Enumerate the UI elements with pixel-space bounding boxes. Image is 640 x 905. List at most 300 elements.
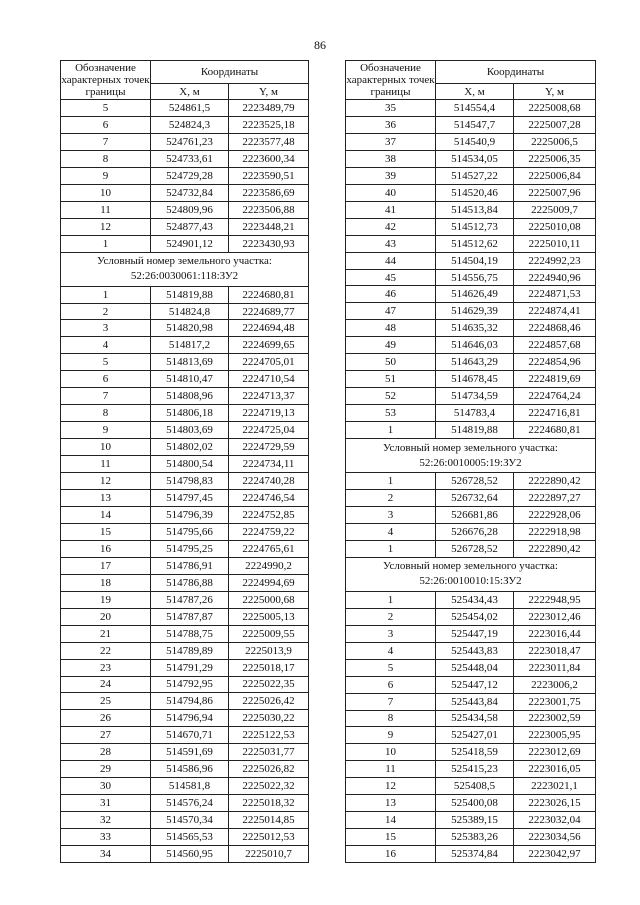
table-row: [346, 693, 596, 710]
point-number-cell: 49: [346, 337, 436, 354]
table-row: [61, 201, 309, 218]
x-coordinate-cell: 514576,24: [151, 795, 229, 812]
y-coordinate-cell: 2223001,75: [514, 693, 596, 710]
x-coordinate-cell: 514783,4: [436, 405, 514, 422]
point-number-cell: 1: [346, 591, 436, 608]
point-number-cell: 11: [61, 456, 151, 473]
table-row: [61, 744, 309, 761]
point-number-cell: 13: [346, 795, 436, 812]
x-coordinate-cell: 525447,12: [436, 676, 514, 693]
point-number-cell: 17: [61, 557, 151, 574]
y-coordinate-cell: 2224857,68: [514, 337, 596, 354]
table-row: [61, 371, 309, 388]
table-row: [61, 303, 309, 320]
table-body-left: [61, 100, 309, 863]
table-row: [346, 761, 596, 778]
x-coordinate-cell: 525434,43: [436, 591, 514, 608]
table-row: [346, 812, 596, 829]
y-coordinate-cell: 2225006,84: [514, 167, 596, 184]
x-coordinate-cell: 525427,01: [436, 727, 514, 744]
x-coordinate-cell: 514554,4: [436, 100, 514, 117]
point-number-cell: 14: [346, 812, 436, 829]
table-row: [61, 184, 309, 201]
point-number-cell: 8: [346, 710, 436, 727]
table-row: [61, 218, 309, 235]
y-coordinate-cell: 2223016,05: [514, 761, 596, 778]
x-coordinate-cell: 514527,22: [436, 167, 514, 184]
y-coordinate-cell: 2223489,79: [229, 100, 309, 117]
table-row: [346, 388, 596, 405]
x-coordinate-cell: 514794,86: [151, 693, 229, 710]
x-coordinate-cell: 514813,69: [151, 354, 229, 371]
header-point-designation: Обозначение характерных точек границы: [61, 62, 150, 98]
point-number-cell: 4: [346, 523, 436, 540]
point-number-cell: 10: [346, 744, 436, 761]
x-coordinate-cell: 524877,43: [151, 218, 229, 235]
x-coordinate-cell: 514570,34: [151, 812, 229, 829]
point-number-cell: 31: [61, 795, 151, 812]
x-coordinate-cell: 526728,52: [436, 473, 514, 490]
table-row: [61, 659, 309, 676]
y-coordinate-cell: 2223002,59: [514, 710, 596, 727]
y-coordinate-cell: 2224705,01: [229, 354, 309, 371]
x-coordinate-cell: 514520,46: [436, 184, 514, 201]
header-y: Y, м: [514, 84, 596, 100]
table-row: [61, 642, 309, 659]
point-number-cell: 12: [61, 218, 151, 235]
table-row: [61, 337, 309, 354]
table-row: [61, 133, 309, 150]
x-coordinate-cell: 514787,26: [151, 591, 229, 608]
x-coordinate-cell: 525443,84: [436, 693, 514, 710]
table-row: [61, 557, 309, 574]
coordinates-table-right: [345, 60, 596, 863]
table-row: [346, 100, 596, 117]
x-coordinate-cell: 525383,26: [436, 829, 514, 846]
point-number-cell: 29: [61, 761, 151, 778]
x-coordinate-cell: 514556,75: [436, 269, 514, 286]
y-coordinate-cell: 2225018,32: [229, 795, 309, 812]
table-row: [61, 710, 309, 727]
x-coordinate-cell: 514792,95: [151, 676, 229, 693]
x-coordinate-cell: 525415,23: [436, 761, 514, 778]
y-coordinate-cell: 2224764,24: [514, 388, 596, 405]
x-coordinate-cell: 525443,83: [436, 642, 514, 659]
x-coordinate-cell: 525434,58: [436, 710, 514, 727]
header-point-designation: Обозначение характерных точек границы: [346, 62, 435, 98]
x-coordinate-cell: 514586,96: [151, 761, 229, 778]
y-coordinate-cell: 2224765,61: [229, 540, 309, 557]
x-coordinate-cell: 526681,86: [436, 506, 514, 523]
x-coordinate-cell: 514795,66: [151, 523, 229, 540]
table-row: [346, 642, 596, 659]
point-number-cell: 16: [346, 846, 436, 863]
y-coordinate-cell: 2225026,82: [229, 761, 309, 778]
point-number-cell: 5: [346, 659, 436, 676]
y-coordinate-cell: 2225012,53: [229, 829, 309, 846]
point-number-cell: 8: [61, 405, 151, 422]
table-row: [61, 506, 309, 523]
point-number-cell: 52: [346, 388, 436, 405]
x-coordinate-cell: 514789,89: [151, 642, 229, 659]
page-number: 86: [314, 38, 326, 52]
y-coordinate-cell: 2224759,22: [229, 523, 309, 540]
x-coordinate-cell: 514806,18: [151, 405, 229, 422]
table-row: [346, 167, 596, 184]
y-coordinate-cell: 2223026,15: [514, 795, 596, 812]
x-coordinate-cell: 514803,69: [151, 422, 229, 439]
x-coordinate-cell: 514795,25: [151, 540, 229, 557]
table-body-right: [346, 100, 596, 863]
y-coordinate-cell: 2223012,69: [514, 744, 596, 761]
table-row: [61, 846, 309, 863]
land-plot-number: Условный номер земельного участка: 52:26:0010010:15:ЗУ2: [346, 557, 596, 591]
y-coordinate-cell: 2225014,85: [229, 812, 309, 829]
header-coordinates: Координаты: [436, 61, 596, 84]
point-number-cell: 32: [61, 812, 151, 829]
table-row: [61, 422, 309, 439]
y-coordinate-cell: 2222890,42: [514, 473, 596, 490]
x-coordinate-cell: 525418,59: [436, 744, 514, 761]
table-row: [61, 540, 309, 557]
point-number-cell: 35: [346, 100, 436, 117]
x-coordinate-cell: 526728,52: [436, 540, 514, 557]
y-coordinate-cell: 2224710,54: [229, 371, 309, 388]
point-number-cell: 40: [346, 184, 436, 201]
x-coordinate-cell: 514591,69: [151, 744, 229, 761]
x-coordinate-cell: 514786,88: [151, 574, 229, 591]
y-coordinate-cell: 2224729,59: [229, 439, 309, 456]
point-number-cell: 28: [61, 744, 151, 761]
x-coordinate-cell: 514824,8: [151, 303, 229, 320]
table-row: [61, 320, 309, 337]
table-row: [346, 405, 596, 422]
point-number-cell: 13: [61, 490, 151, 507]
point-number-cell: 21: [61, 625, 151, 642]
y-coordinate-cell: 2222890,42: [514, 540, 596, 557]
table-row: [346, 184, 596, 201]
point-number-cell: 6: [346, 676, 436, 693]
x-coordinate-cell: 514817,2: [151, 337, 229, 354]
table-row: [61, 625, 309, 642]
point-number-cell: 9: [346, 727, 436, 744]
point-number-cell: 3: [61, 320, 151, 337]
section-row: [346, 439, 596, 473]
point-number-cell: 4: [346, 642, 436, 659]
point-number-cell: 7: [61, 388, 151, 405]
y-coordinate-cell: 2225006,5: [514, 133, 596, 150]
table-row: [346, 625, 596, 642]
point-number-cell: 15: [61, 523, 151, 540]
x-coordinate-cell: 514513,84: [436, 201, 514, 218]
y-coordinate-cell: 2223525,18: [229, 116, 309, 133]
point-number-cell: 12: [346, 778, 436, 795]
point-number-cell: 6: [61, 371, 151, 388]
x-coordinate-cell: 525374,84: [436, 846, 514, 863]
y-coordinate-cell: 2224689,77: [229, 303, 309, 320]
y-coordinate-cell: 2222928,06: [514, 506, 596, 523]
x-coordinate-cell: 514629,39: [436, 303, 514, 320]
y-coordinate-cell: 2223430,93: [229, 235, 309, 252]
table-row: [61, 727, 309, 744]
coordinates-table-left: [60, 60, 309, 863]
y-coordinate-cell: 2225007,28: [514, 116, 596, 133]
table-row: [346, 608, 596, 625]
point-number-cell: 7: [61, 133, 151, 150]
table-row: [346, 727, 596, 744]
point-number-cell: 11: [61, 201, 151, 218]
x-coordinate-cell: 514504,19: [436, 252, 514, 269]
point-number-cell: 5: [61, 100, 151, 117]
table-row: [346, 320, 596, 337]
point-number-cell: 26: [61, 710, 151, 727]
table-row: [346, 235, 596, 252]
point-number-cell: 10: [61, 184, 151, 201]
table-row: [346, 269, 596, 286]
point-number-cell: 20: [61, 608, 151, 625]
point-number-cell: 46: [346, 286, 436, 303]
y-coordinate-cell: 2223600,34: [229, 150, 309, 167]
point-number-cell: 1: [61, 235, 151, 252]
table-row: [61, 100, 309, 117]
y-coordinate-cell: 2225005,13: [229, 608, 309, 625]
table-row: [61, 473, 309, 490]
point-number-cell: 2: [346, 608, 436, 625]
table-row: [346, 337, 596, 354]
y-coordinate-cell: 2223012,46: [514, 608, 596, 625]
y-coordinate-cell: 2223042,97: [514, 846, 596, 863]
x-coordinate-cell: 526676,28: [436, 523, 514, 540]
y-coordinate-cell: 2222918,98: [514, 523, 596, 540]
x-coordinate-cell: 514734,59: [436, 388, 514, 405]
point-number-cell: 12: [61, 473, 151, 490]
x-coordinate-cell: 514643,29: [436, 354, 514, 371]
x-coordinate-cell: 514797,45: [151, 490, 229, 507]
table-row: [61, 235, 309, 252]
x-coordinate-cell: 514635,32: [436, 320, 514, 337]
point-number-cell: 51: [346, 371, 436, 388]
point-number-cell: 19: [61, 591, 151, 608]
section-row: [346, 557, 596, 591]
x-coordinate-cell: 514819,88: [436, 422, 514, 439]
point-number-cell: 34: [61, 846, 151, 863]
table-row: [61, 490, 309, 507]
table-row: [61, 608, 309, 625]
x-coordinate-cell: 524809,96: [151, 201, 229, 218]
y-coordinate-cell: 2222897,27: [514, 490, 596, 507]
header-y: Y, м: [229, 84, 309, 100]
table-row: [61, 354, 309, 371]
point-number-cell: 9: [61, 422, 151, 439]
x-coordinate-cell: 514796,39: [151, 506, 229, 523]
point-number-cell: 2: [61, 303, 151, 320]
land-plot-number: Условный номер земельного участка: 52:26:0010005:19:ЗУ2: [346, 439, 596, 473]
point-number-cell: 48: [346, 320, 436, 337]
point-number-cell: 27: [61, 727, 151, 744]
x-coordinate-cell: 524901,12: [151, 235, 229, 252]
table-row: [346, 540, 596, 557]
point-number-cell: 2: [346, 490, 436, 507]
table-row: [61, 795, 309, 812]
y-coordinate-cell: 2224740,28: [229, 473, 309, 490]
point-number-cell: 47: [346, 303, 436, 320]
point-number-cell: 10: [61, 439, 151, 456]
table-row: [346, 150, 596, 167]
table-row: [61, 150, 309, 167]
table-row: [346, 778, 596, 795]
table-row: [346, 116, 596, 133]
table-row: [61, 456, 309, 473]
y-coordinate-cell: 2224871,53: [514, 286, 596, 303]
x-coordinate-cell: 524729,28: [151, 167, 229, 184]
x-coordinate-cell: 514512,62: [436, 235, 514, 252]
x-coordinate-cell: 514786,91: [151, 557, 229, 574]
table-row: [61, 812, 309, 829]
y-coordinate-cell: 2224680,81: [514, 422, 596, 439]
x-coordinate-cell: 514581,8: [151, 778, 229, 795]
table-row: [346, 506, 596, 523]
y-coordinate-cell: 2224746,54: [229, 490, 309, 507]
y-coordinate-cell: 2224874,41: [514, 303, 596, 320]
point-number-cell: 53: [346, 405, 436, 422]
y-coordinate-cell: 2225013,9: [229, 642, 309, 659]
table-row: [346, 829, 596, 846]
point-number-cell: 25: [61, 693, 151, 710]
y-coordinate-cell: 2223034,56: [514, 829, 596, 846]
y-coordinate-cell: 2223032,04: [514, 812, 596, 829]
point-number-cell: 50: [346, 354, 436, 371]
x-coordinate-cell: 514626,49: [436, 286, 514, 303]
y-coordinate-cell: 2224819,69: [514, 371, 596, 388]
table-row: [346, 371, 596, 388]
table-row: [61, 574, 309, 591]
x-coordinate-cell: 514646,03: [436, 337, 514, 354]
table-row: [61, 523, 309, 540]
table-row: [346, 523, 596, 540]
y-coordinate-cell: 2224716,81: [514, 405, 596, 422]
y-coordinate-cell: 2223018,47: [514, 642, 596, 659]
y-coordinate-cell: 2224868,46: [514, 320, 596, 337]
point-number-cell: 39: [346, 167, 436, 184]
point-number-cell: 8: [61, 150, 151, 167]
point-number-cell: 30: [61, 778, 151, 795]
x-coordinate-cell: 514802,02: [151, 439, 229, 456]
y-coordinate-cell: 2224725,04: [229, 422, 309, 439]
table-row: [61, 286, 309, 303]
y-coordinate-cell: 2222948,95: [514, 591, 596, 608]
x-coordinate-cell: 514808,96: [151, 388, 229, 405]
point-number-cell: 16: [61, 540, 151, 557]
x-coordinate-cell: 525389,15: [436, 812, 514, 829]
table-row: [346, 659, 596, 676]
x-coordinate-cell: 524761,23: [151, 133, 229, 150]
y-coordinate-cell: 2224713,37: [229, 388, 309, 405]
point-number-cell: 3: [346, 625, 436, 642]
x-coordinate-cell: 524824,3: [151, 116, 229, 133]
header-x: X, м: [436, 84, 514, 100]
y-coordinate-cell: 2225010,11: [514, 235, 596, 252]
y-coordinate-cell: 2225000,68: [229, 591, 309, 608]
point-number-cell: 41: [346, 201, 436, 218]
table-row: [346, 422, 596, 439]
point-number-cell: 18: [61, 574, 151, 591]
y-coordinate-cell: 2224699,65: [229, 337, 309, 354]
point-number-cell: 9: [61, 167, 151, 184]
point-number-cell: 3: [346, 506, 436, 523]
table-row: [346, 591, 596, 608]
y-coordinate-cell: 2225030,22: [229, 710, 309, 727]
y-coordinate-cell: 2225009,55: [229, 625, 309, 642]
y-coordinate-cell: 2225018,17: [229, 659, 309, 676]
header-x: X, м: [151, 84, 229, 100]
table-row: [346, 473, 596, 490]
x-coordinate-cell: 524733,61: [151, 150, 229, 167]
x-coordinate-cell: 514800,54: [151, 456, 229, 473]
x-coordinate-cell: 525400,08: [436, 795, 514, 812]
table-row: [61, 761, 309, 778]
point-number-cell: 37: [346, 133, 436, 150]
table-row: [346, 795, 596, 812]
y-coordinate-cell: 2225008,68: [514, 100, 596, 117]
point-number-cell: 1: [346, 540, 436, 557]
point-number-cell: 33: [61, 829, 151, 846]
point-number-cell: 38: [346, 150, 436, 167]
x-coordinate-cell: 514791,29: [151, 659, 229, 676]
table-row: [346, 252, 596, 269]
table-row: [61, 167, 309, 184]
table-row: [61, 693, 309, 710]
table-row: [346, 303, 596, 320]
table-row: [346, 201, 596, 218]
y-coordinate-cell: 2225026,42: [229, 693, 309, 710]
y-coordinate-cell: 2225006,35: [514, 150, 596, 167]
x-coordinate-cell: 514819,88: [151, 286, 229, 303]
table-row: [346, 286, 596, 303]
table-row: [346, 744, 596, 761]
x-coordinate-cell: 526732,64: [436, 490, 514, 507]
table-row: [61, 405, 309, 422]
y-coordinate-cell: 2224694,48: [229, 320, 309, 337]
table-row: [61, 778, 309, 795]
y-coordinate-cell: 2223586,69: [229, 184, 309, 201]
y-coordinate-cell: 2225010,08: [514, 218, 596, 235]
y-coordinate-cell: 2224990,2: [229, 557, 309, 574]
table-row: [346, 133, 596, 150]
point-number-cell: 4: [61, 337, 151, 354]
y-coordinate-cell: 2224680,81: [229, 286, 309, 303]
y-coordinate-cell: 2225009,7: [514, 201, 596, 218]
y-coordinate-cell: 2223016,44: [514, 625, 596, 642]
x-coordinate-cell: 524861,5: [151, 100, 229, 117]
x-coordinate-cell: 514560,95: [151, 846, 229, 863]
y-coordinate-cell: 2223011,84: [514, 659, 596, 676]
point-number-cell: 6: [61, 116, 151, 133]
point-number-cell: 22: [61, 642, 151, 659]
x-coordinate-cell: 514534,05: [436, 150, 514, 167]
x-coordinate-cell: 525408,5: [436, 778, 514, 795]
y-coordinate-cell: 2225022,35: [229, 676, 309, 693]
x-coordinate-cell: 514678,45: [436, 371, 514, 388]
point-number-cell: 14: [61, 506, 151, 523]
y-coordinate-cell: 2223590,51: [229, 167, 309, 184]
point-number-cell: 42: [346, 218, 436, 235]
y-coordinate-cell: 2223021,1: [514, 778, 596, 795]
point-number-cell: 15: [346, 829, 436, 846]
table-row: [61, 439, 309, 456]
y-coordinate-cell: 2225010,7: [229, 846, 309, 863]
x-coordinate-cell: 514798,83: [151, 473, 229, 490]
point-number-cell: 11: [346, 761, 436, 778]
